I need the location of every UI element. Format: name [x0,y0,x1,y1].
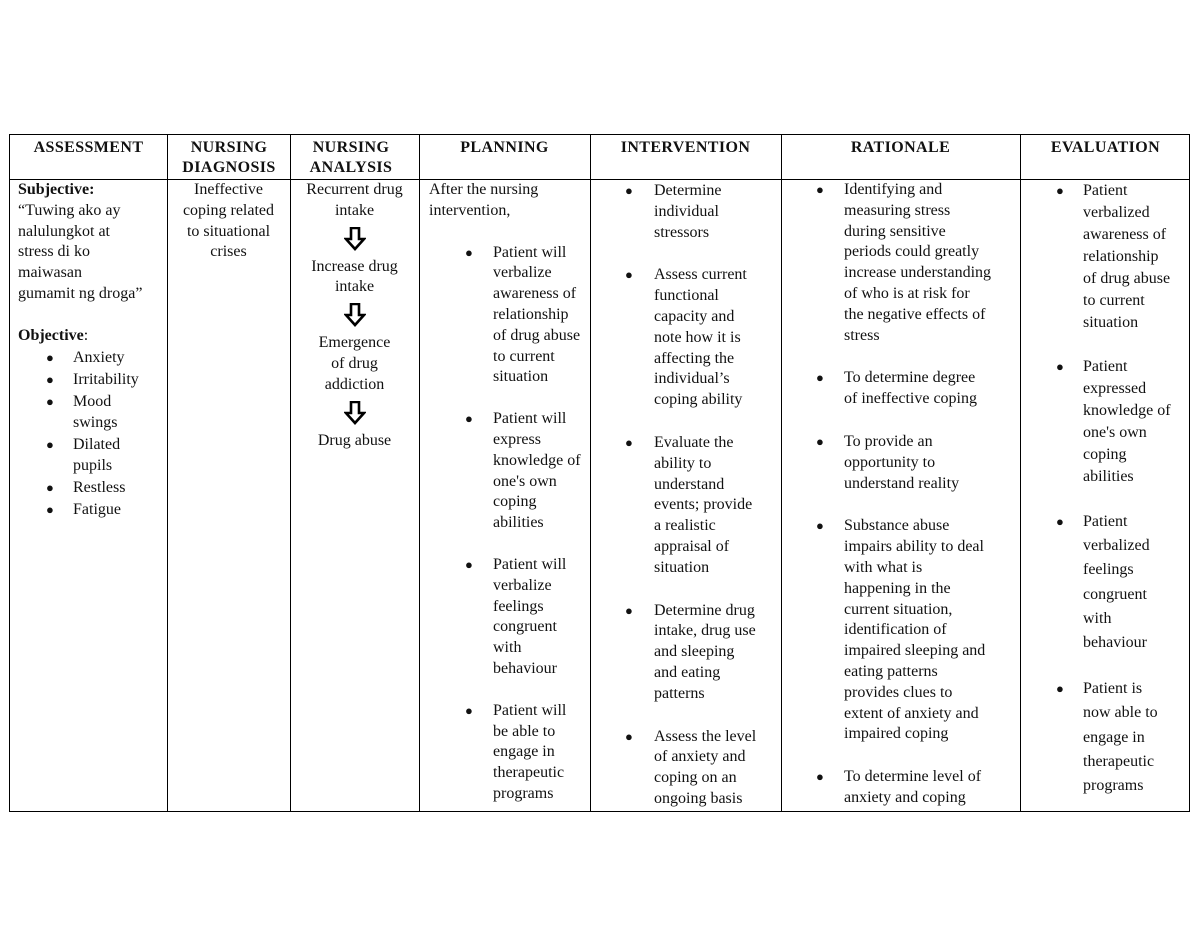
bullet-line: Identifying and [844,181,943,198]
intervention-item [590,181,781,243]
bullet-line: To determine level of [844,768,982,786]
planning-header: PLANNING [460,139,549,156]
bullet-icon: ● [46,501,54,517]
bullet-line: situation [1083,314,1139,331]
planning-goal [429,409,590,534]
bullet-line: impaired sleeping and [844,642,986,660]
bullet-line: verbalized [1083,204,1150,221]
bullet-line: Dilated [73,435,121,453]
bullet-line: coping [1083,446,1127,463]
bullet-line: impairs ability to deal [844,538,984,556]
intervention-list [590,181,781,810]
evaluation-item [1020,180,1191,334]
bullet-icon: ● [1056,183,1064,198]
bullet-icon: ● [46,371,54,387]
bullet-line: a realistic [654,517,716,535]
bullet-icon: ● [46,350,54,366]
bullet-line: knowledge of [493,451,581,469]
analysis-step [290,431,419,452]
bullet-line: one's own [1083,424,1147,441]
bullet-line: Determine [654,182,722,199]
subjective-label: Subjective: [18,181,95,198]
objective-item [18,434,167,477]
bullet-line: To determine degree [844,369,976,387]
diagnosis-line: Ineffective [194,181,263,198]
bullet-line: Patient will [493,555,567,573]
bullet-line: knowledge of [1083,402,1171,419]
bullet-line: express [493,430,541,448]
bullet-line: opportunity to [844,453,936,471]
planning-intro-line: After the nursing [429,181,539,198]
bullet-line: understand [654,475,725,493]
bullet-line: during sensitive [844,222,946,240]
bullet-line: understand reality [844,474,960,492]
bullet-line: behaviour [493,659,557,677]
bullet-line: of anxiety and [654,748,746,766]
planning-goal [429,701,590,805]
bullet-line: the negative effects of [844,305,986,323]
bullet-line: feelings [1083,561,1134,579]
bullet-line: therapeutic [1083,752,1155,770]
bullet-icon: ● [625,728,633,744]
analysis-step-line: of drug [331,354,378,372]
bullet-line: Patient [1083,182,1128,199]
nursing-care-plan-table [9,134,1190,812]
bullet-line: eating patterns [844,662,938,680]
bullet-line: Restless [73,478,126,496]
planning-intro-line: intervention, [429,201,511,219]
bullet-line: situation [654,558,710,576]
intervention-item [590,433,781,579]
objective-item [18,391,167,434]
bullet-line: awareness of [493,285,577,303]
bullet-icon: ● [625,183,633,198]
evaluation-list [1020,180,1191,798]
objective-item [18,369,167,391]
bullet-line: Determine drug [654,601,755,619]
bullet-line: of drug abuse [493,326,581,344]
bullet-icon: ● [816,182,824,197]
bullet-icon: ● [46,479,54,495]
analysis-step [290,180,419,222]
planning-body [429,180,590,805]
bullet-line: extent of anxiety and [844,704,979,722]
bullet-icon: ● [816,370,824,386]
bullet-line: patterns [654,684,705,702]
bullet-line: periods could greatly [844,243,980,261]
analysis-step [290,333,419,395]
subjective-line: maiwasan [18,264,82,282]
evaluation-item [1020,510,1191,655]
bullet-line: abilities [493,514,544,532]
bullet-line: coping [493,493,537,511]
analysis-step-line: Drug abuse [317,431,392,449]
bullet-line: verbalized [1083,537,1150,555]
bullet-line: stressors [654,223,710,241]
rationale-item [781,180,1020,346]
bullet-line: Patient is [1083,680,1143,698]
bullet-icon: ● [1056,514,1064,529]
bullet-line: of who is at risk for [844,284,970,302]
evaluation-item [1020,356,1191,488]
bullet-line: identification of [844,621,947,639]
rationale-item [781,767,1020,809]
bullet-line: measuring stress [844,201,951,219]
bullet-icon: ● [625,434,633,450]
rationale-item [781,516,1020,745]
analysis-step [290,257,419,299]
column-divider [419,135,420,811]
subjective-line: stress di ko [18,243,90,261]
evaluation-header: EVALUATION [1050,139,1161,156]
bullet-icon: ● [465,556,473,572]
bullet-line: congruent [493,618,557,636]
bullet-line: now able to [1083,704,1158,722]
bullet-line: affecting the [654,349,735,367]
bullet-line: ability to [654,454,712,472]
bullet-line: verbalize [493,576,552,594]
rationale-item [781,368,1020,410]
bullet-line: note how it is [654,328,741,346]
rationale-header: RATIONALE [850,139,951,156]
bullet-line: with what is [844,558,923,576]
bullet-line: increase understanding [844,264,992,282]
analysis-step-line: addiction [324,375,385,393]
bullet-line: therapeutic [493,764,565,782]
bullet-line: impaired coping [844,725,949,743]
objective-item [18,347,167,369]
bullet-line: provides clues to [844,683,953,701]
bullet-line: Patient will [493,701,567,719]
down-arrow-icon [344,401,366,425]
bullet-line: congruent [1083,585,1147,603]
intervention-header: INTERVENTION [620,139,751,156]
bullet-icon: ● [465,411,473,427]
bullet-line: swings [73,414,118,432]
bullet-line: Assess the level [654,727,757,745]
evaluation-item [1020,677,1191,798]
bullet-line: to current [1083,292,1145,309]
bullet-line: engage in [493,743,555,761]
bullet-icon: ● [816,769,824,785]
bullet-line: events; provide [654,496,753,514]
planning-goal [429,243,590,389]
bullet-line: engage in [1083,728,1145,746]
bullet-line: relationship [1083,248,1159,265]
bullet-line: To provide an [844,432,933,450]
bullet-line: Patient will [493,410,567,428]
bullet-icon: ● [465,702,473,718]
bullet-line: Assess current [654,266,747,284]
nursing-diagnosis-text [167,180,290,263]
bullet-icon: ● [1056,359,1064,374]
diagnosis-line: to situational [186,222,271,240]
bullet-line: happening in the [844,579,951,597]
assessment-body [18,180,167,520]
bullet-line: coping ability [654,391,743,409]
bullet-line: Fatigue [73,500,121,518]
analysis-step-line: Emergence [318,334,391,352]
intervention-item [590,601,781,705]
analysis-step-line: Increase drug [311,257,398,275]
diagnosis-header: NURSING DIAGNOSIS [182,139,276,176]
bullet-line: of drug abuse [1083,270,1171,287]
bullet-line: of ineffective coping [844,390,977,408]
bullet-line: and sleeping [654,643,735,661]
bullet-line: with [1083,609,1112,627]
bullet-icon: ● [625,602,633,618]
diagnosis-line: crises [210,243,247,261]
objective-findings-list [18,347,167,520]
bullet-line: ongoing basis [654,789,743,807]
bullet-line: with [493,639,522,657]
analysis-step-line: Recurrent drug [306,181,403,198]
bullet-line: be able to [493,722,556,740]
bullet-line: Anxiety [73,349,125,367]
intervention-item [590,727,781,810]
bullet-line: Evaluate the [654,433,734,451]
analysis-step-line: intake [334,201,375,219]
bullet-line: Substance abuse [844,517,950,535]
bullet-icon: ● [625,267,633,283]
evaluation-body [1020,180,1191,798]
bullet-line: situation [493,368,549,386]
bullet-icon: ● [816,518,824,534]
down-arrow-icon [344,303,366,327]
bullet-line: awareness of [1083,226,1167,243]
bullet-line: expressed [1083,380,1147,397]
bullet-line: coping on an [654,769,737,787]
intervention-item [590,265,781,411]
subjective-line: nalulungkot at [18,222,110,240]
bullet-line: one's own [493,472,557,490]
bullet-line: to current [493,347,555,365]
down-arrow-icon [344,227,366,251]
bullet-line: capacity and [654,307,735,325]
bullet-line: relationship [493,305,569,323]
bullet-line: behaviour [1083,634,1147,652]
rationale-item [781,432,1020,494]
bullet-line: functional [654,287,719,305]
analysis-header: NURSING ANALYSIS [309,139,393,176]
objective-label: Objective: [18,326,89,344]
bullet-line: stress [844,326,880,344]
bullet-line: individual [654,202,719,220]
bullet-line: current situation, [844,600,953,618]
planning-goals-list [429,243,590,805]
intervention-body [590,180,781,810]
bullet-line: Patient [1083,513,1128,530]
bullet-icon: ● [46,436,54,452]
assessment-header: ASSESSMENT [33,139,144,156]
bullet-icon: ● [1056,681,1064,697]
bullet-line: appraisal of [654,537,730,555]
bullet-line: programs [493,784,554,802]
analysis-step-line: intake [334,278,375,296]
rationale-body [781,180,1020,809]
planning-goal [429,555,590,680]
bullet-line: Mood [73,392,112,410]
bullet-line: programs [1083,777,1144,795]
bullet-line: Patient will [493,243,567,261]
bullet-line: anxiety and coping [844,788,966,806]
bullet-line: individual’s [654,370,730,388]
bullet-line: verbalize [493,264,552,282]
bullet-line: intake, drug use [654,622,756,640]
planning-intro [429,180,590,222]
bullet-line: and eating [654,663,721,681]
objective-item [18,477,167,499]
bullet-icon: ● [816,433,824,449]
diagnosis-line: coping related [182,201,275,219]
bullet-line: abilities [1083,468,1134,485]
bullet-line: feelings [493,597,544,615]
rationale-list [781,180,1020,809]
bullet-line: pupils [73,457,113,475]
bullet-icon: ● [465,244,473,260]
subjective-line: gumamit ng droga” [18,284,143,302]
bullet-icon: ● [46,393,54,409]
bullet-line: Irritability [73,370,139,388]
bullet-line: Patient [1083,358,1128,375]
objective-item [18,499,167,521]
subjective-line: “Tuwing ako ay [18,201,121,219]
nursing-analysis-flow [290,180,419,451]
subjective-quote [18,201,167,305]
